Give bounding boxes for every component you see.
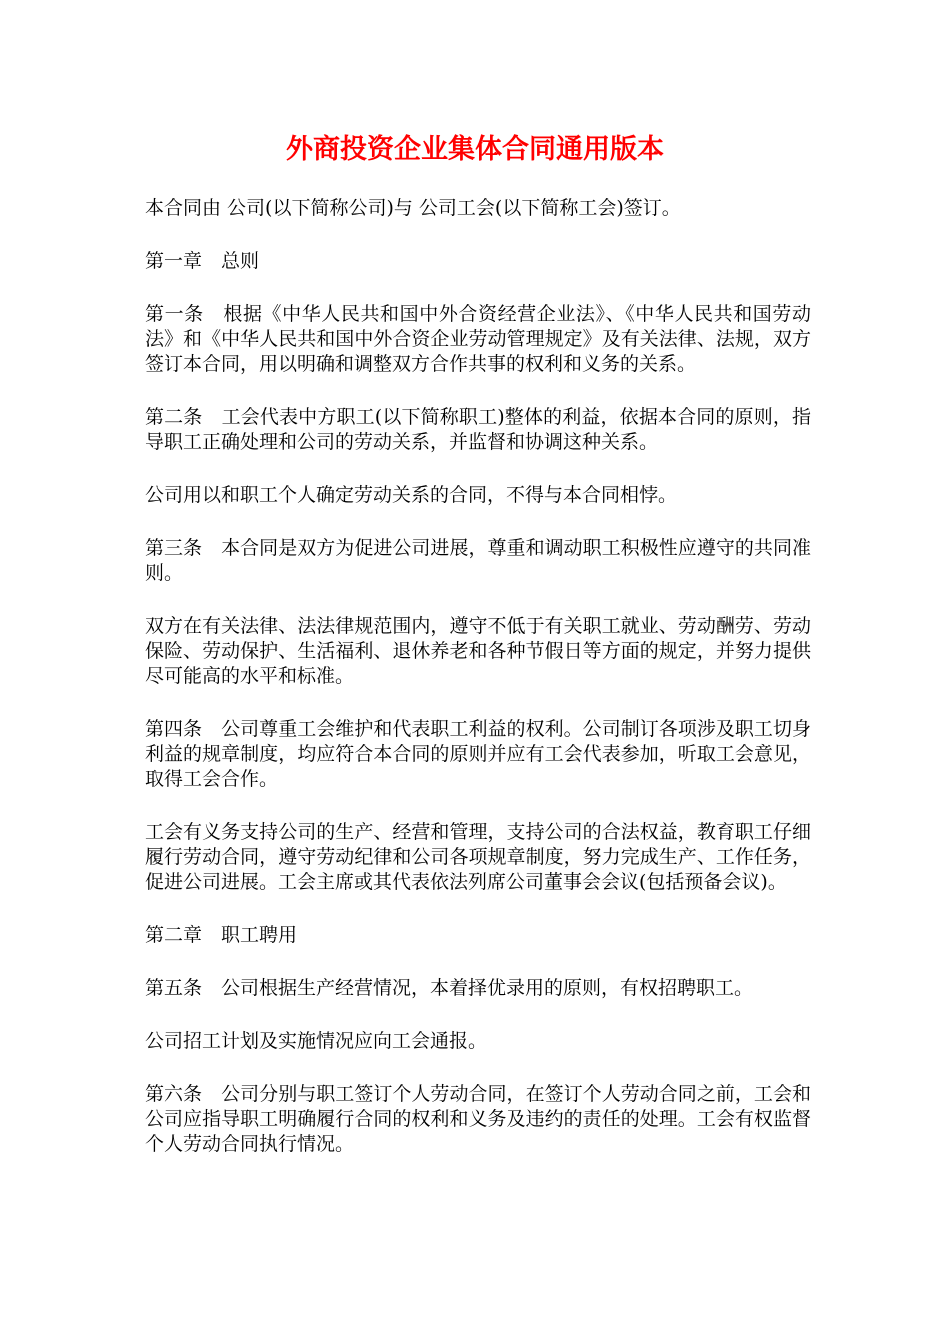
article-1: 第一条 根据《中华人民共和国中外合资经营企业法》、《中华人民共和国劳动法》和《中华人民共和国中外合资企业劳动管理规定》及有关法律、法规，双方签订本合同，用以明确和调整双方合作共事的权利和义务的关系。 bbox=[145, 303, 811, 375]
article-6: 第六条 公司分别与职工签订个人劳动合同，在签订个人劳动合同之前，工会和公司应指导职工明确履行合同的权利和义务及违约的责任的处理。工会有权监督个人劳动合同执行情况。 bbox=[145, 1083, 811, 1155]
document-title: 外商投资企业集体合同通用版本 bbox=[286, 134, 664, 165]
chapter-heading-2: 第二章 职工聘用 bbox=[145, 924, 298, 946]
article-2-clause: 公司用以和职工个人确定劳动关系的合同，不得与本合同相悖。 bbox=[145, 484, 678, 506]
article-4-clause: 工会有义务支持公司的生产、经营和管理，支持公司的合法权益，教育职工仔细履行劳动合同，遵守劳动纪律和公司各项规章制度，努力完成生产、工作任务，促进公司进展。工会主席或其代表依法列席公司董事会会议(包括预备会议)。 bbox=[145, 821, 811, 893]
document-body bbox=[145, 196, 811, 1185]
article-5: 第五条 公司根据生产经营情况，本着择优录用的原则，有权招聘职工。 bbox=[145, 977, 754, 999]
article-5-clause: 公司招工计划及实施情况应向工会通报。 bbox=[145, 1030, 488, 1052]
article-2: 第二条 工会代表中方职工(以下简称职工)整体的利益，依据本合同的原则，指导职工正确处理和公司的劳动关系，并监督和协调这种关系。 bbox=[145, 406, 811, 453]
article-4: 第四条 公司尊重工会维护和代表职工利益的权利。公司制订各项涉及职工切身利益的规章制度，均应符合本合同的原则并应有工会代表参加，听取工会意见，取得工会合作。 bbox=[145, 718, 811, 790]
chapter-heading-1: 第一章 总则 bbox=[145, 250, 260, 272]
article-3-clause: 双方在有关法律、法法律规范围内，遵守不低于有关职工就业、劳动酬劳、劳动保险、劳动保护、生活福利、退休养老和各种节假日等方面的规定，并努力提供尽可能高的水平和标准。 bbox=[145, 615, 811, 687]
article-3: 第三条 本合同是双方为促进公司进展，尊重和调动职工积极性应遵守的共同准则。 bbox=[145, 537, 811, 584]
paragraph-intro: 本合同由 公司(以下简称公司)与 公司工会(以下简称工会)签订。 bbox=[145, 197, 681, 219]
